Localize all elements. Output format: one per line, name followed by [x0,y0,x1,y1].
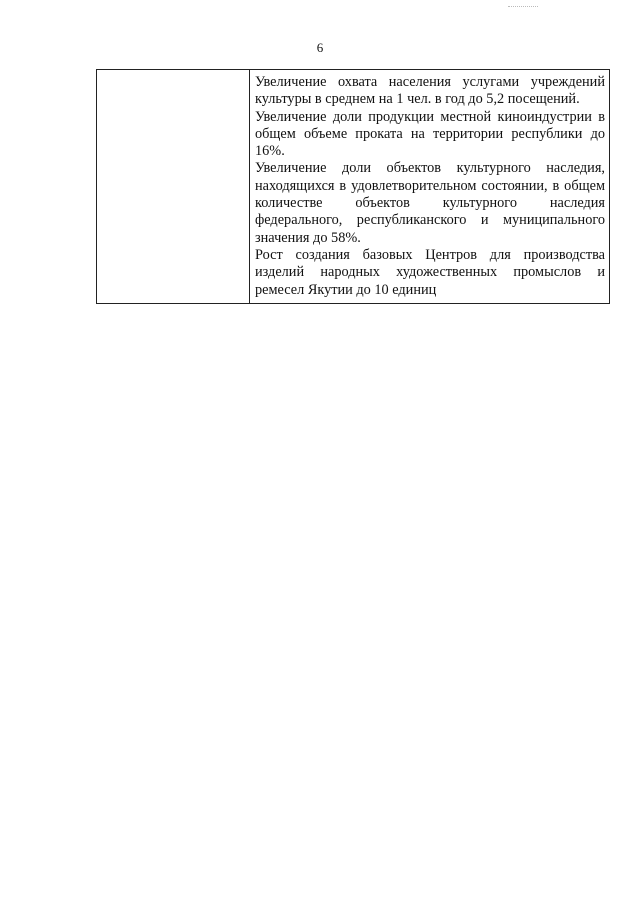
results-table [96,69,610,304]
result-paragraph: Рост создания базовых Центров для производства изделий народных художественных промыслов и ремесел Якутии до 10 единиц [255,246,605,298]
table-cell-results [250,70,609,303]
table-cell-empty [97,70,250,303]
result-paragraph: Увеличение охвата населения услугами учреждений культуры в среднем на 1 чел. в год до 5,2 посещений. [255,74,605,108]
scan-mark [508,6,538,9]
page-number: 6 [316,40,324,55]
result-paragraph: Увеличение доли продукции местной киноиндустрии в общем объеме проката на территории республики до 16%. [255,108,605,160]
result-paragraph: Увеличение доли объектов культурного наследия, находящихся в удовлетворительном состоянии, в общем количестве объектов культурного наследия федерального, республиканского и муниципального значения до 58%. [255,160,605,246]
